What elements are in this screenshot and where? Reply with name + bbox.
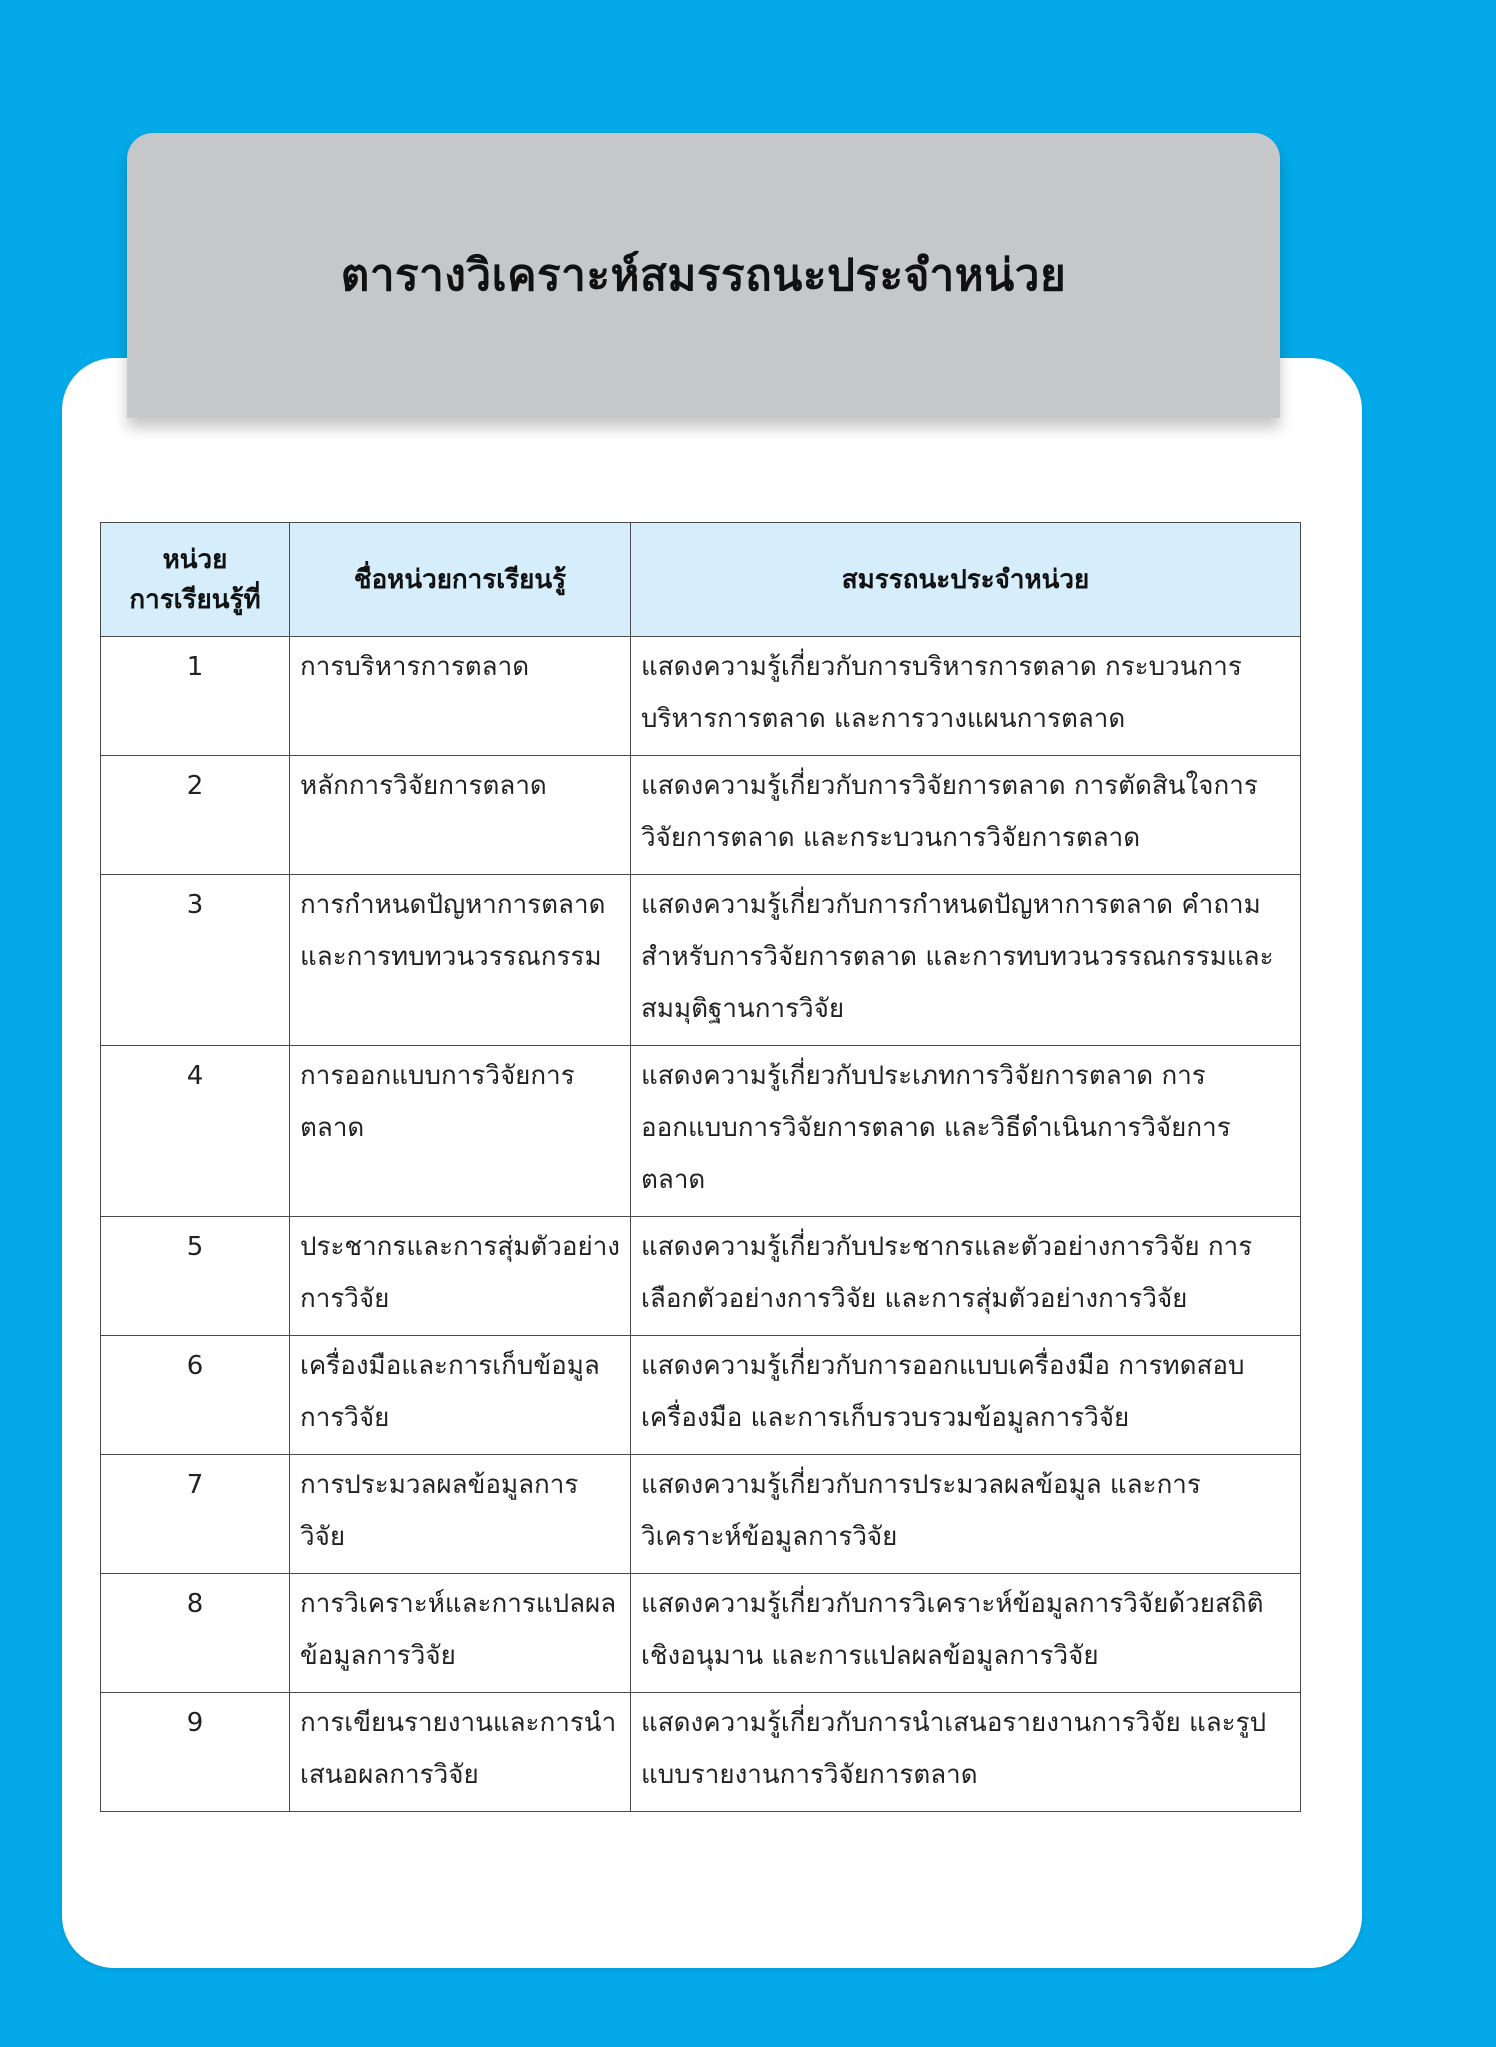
table-row	[101, 875, 1301, 1046]
cell-unit-number: 2	[101, 756, 290, 875]
cell-competency: แสดงความรู้เกี่ยวกับการกำหนดปัญหาการตลาด คำถามสำหรับการวิจัยการตลาด และการทบทวนวรรณกรรมและสมมุติฐานการวิจัย	[631, 875, 1301, 1046]
cell-unit-name: การกำหนดปัญหาการตลาดและการทบทวนวรรณกรรม	[290, 875, 631, 1046]
table-row	[101, 1455, 1301, 1574]
table-row	[101, 1693, 1301, 1812]
cell-competency: แสดงความรู้เกี่ยวกับประชากรและตัวอย่างการวิจัย การเลือกตัวอย่างการวิจัย และการสุ่มตัวอย่างการวิจัย	[631, 1217, 1301, 1336]
cell-unit-number: 9	[101, 1693, 290, 1812]
cell-unit-number: 8	[101, 1574, 290, 1693]
table-header-row	[101, 523, 1301, 637]
competency-table-container	[100, 522, 1300, 1812]
cell-unit-number: 5	[101, 1217, 290, 1336]
header-unit-number	[101, 523, 290, 637]
cell-unit-number: 7	[101, 1455, 290, 1574]
cell-unit-number: 4	[101, 1046, 290, 1217]
table-row	[101, 637, 1301, 756]
cell-unit-number: 1	[101, 637, 290, 756]
cell-competency: แสดงความรู้เกี่ยวกับการนำเสนอรายงานการวิจัย และรูปแบบรายงานการวิจัยการตลาด	[631, 1693, 1301, 1812]
page-title: ตารางวิเคราะห์สมรรถนะประจำหน่วย	[340, 250, 1067, 301]
table-row	[101, 1046, 1301, 1217]
table-row	[101, 1574, 1301, 1693]
cell-unit-number: 6	[101, 1336, 290, 1455]
cell-unit-name: การเขียนรายงานและการนำเสนอผลการวิจัย	[290, 1693, 631, 1812]
competency-table	[100, 522, 1301, 1812]
title-tab	[127, 133, 1280, 418]
cell-unit-name: เครื่องมือและการเก็บข้อมูลการวิจัย	[290, 1336, 631, 1455]
table-row	[101, 756, 1301, 875]
cell-unit-name: ประชากรและการสุ่มตัวอย่างการวิจัย	[290, 1217, 631, 1336]
cell-unit-name: การบริหารการตลาด	[290, 637, 631, 756]
cell-unit-number: 3	[101, 875, 290, 1046]
cell-competency: แสดงความรู้เกี่ยวกับการประมวลผลข้อมูล และการวิเคราะห์ข้อมูลการวิจัย	[631, 1455, 1301, 1574]
cell-unit-name: การออกแบบการวิจัยการตลาด	[290, 1046, 631, 1217]
header-unit-line2: การเรียนรู้ที่	[129, 584, 261, 615]
table-row	[101, 1217, 1301, 1336]
header-competency: สมรรถนะประจำหน่วย	[631, 523, 1301, 637]
cell-competency: แสดงความรู้เกี่ยวกับการวิเคราะห์ข้อมูลการวิจัยด้วยสถิติเชิงอนุมาน และการแปลผลข้อมูลการวิจัย	[631, 1574, 1301, 1693]
cell-unit-name: หลักการวิจัยการตลาด	[290, 756, 631, 875]
cell-competency: แสดงความรู้เกี่ยวกับประเภทการวิจัยการตลาด การออกแบบการวิจัยการตลาด และวิธีดำเนินการวิจัยการตลาด	[631, 1046, 1301, 1217]
cell-competency: แสดงความรู้เกี่ยวกับการออกแบบเครื่องมือ การทดสอบเครื่องมือ และการเก็บรวบรวมข้อมูลการวิจัย	[631, 1336, 1301, 1455]
cell-unit-name: การประมวลผลข้อมูลการวิจัย	[290, 1455, 631, 1574]
cell-competency: แสดงความรู้เกี่ยวกับการวิจัยการตลาด การตัดสินใจการวิจัยการตลาด และกระบวนการวิจัยการตลาด	[631, 756, 1301, 875]
cell-competency: แสดงความรู้เกี่ยวกับการบริหารการตลาด กระบวนการบริหารการตลาด และการวางแผนการตลาด	[631, 637, 1301, 756]
header-unit-name: ชื่อหน่วยการเรียนรู้	[290, 523, 631, 637]
table-row	[101, 1336, 1301, 1455]
header-unit-line1: หน่วย	[162, 544, 228, 575]
cell-unit-name: การวิเคราะห์และการแปลผลข้อมูลการวิจัย	[290, 1574, 631, 1693]
